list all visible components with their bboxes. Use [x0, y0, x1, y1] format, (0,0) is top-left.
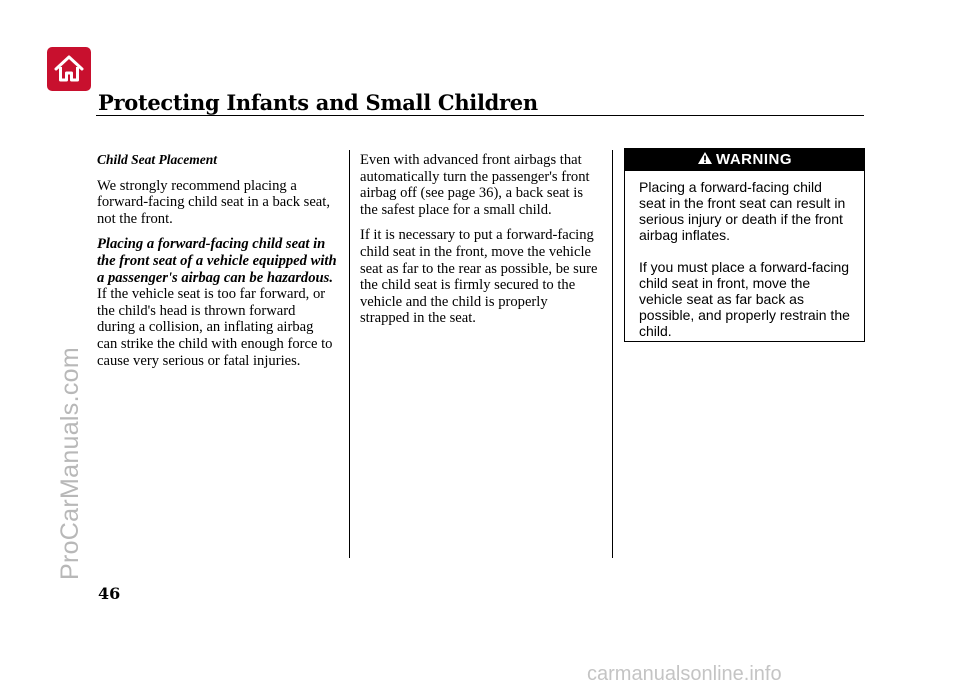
- warning-body: [625, 171, 864, 339]
- warning-triangle-icon: [697, 151, 713, 165]
- home-button[interactable]: [47, 47, 91, 91]
- warning-text-2: If you must place a forward-facing child seat in front, move the vehicle seat as far back as possible, and properly restrain the child.: [639, 259, 850, 339]
- paragraph-advanced-airbags: Even with advanced front airbags that automatically turn the passenger's front airbag off (see page 36), a back seat is the safest place for a small child.: [360, 152, 590, 218]
- text-column-left: [97, 152, 337, 378]
- hazard-emphasis: Placing a forward-facing child seat in the front seat of a vehicle equipped with a passenger's airbag can be hazardous.: [97, 236, 337, 286]
- header-rule: [96, 115, 864, 116]
- subheading-child-seat-placement: Child Seat Placement: [97, 152, 217, 167]
- paragraph-recommendation: We strongly recommend placing a forward-facing child seat in a back seat, not the front.: [97, 177, 330, 227]
- paragraph-hazard: [97, 236, 337, 369]
- bottom-watermark: carmanualsonline.info: [587, 663, 782, 685]
- warning-header: [625, 149, 864, 171]
- column-divider-2: [612, 150, 613, 558]
- page-number: 46: [98, 584, 121, 603]
- home-icon: [53, 53, 85, 85]
- hazard-explanation: If the vehicle seat is too far forward, or the child's head is thrown forward during a collision, an inflating airbag can strike the child with enough force to cause very serious or fatal injuries.: [97, 286, 333, 369]
- text-column-middle: [360, 152, 600, 336]
- column-divider-1: [349, 150, 350, 558]
- side-watermark: ProCarManuals.com: [56, 347, 84, 580]
- warning-box: [624, 148, 865, 342]
- paragraph-front-seat-instructions: If it is necessary to put a forward-facing child seat in the front, move the vehicle seat as far to the rear as possible, be sure the child seat is firmly secured to the vehicle and the child is properly strapped in the seat.: [360, 227, 598, 327]
- warning-label: WARNING: [716, 151, 792, 168]
- section-title: Protecting Infants and Small Children: [98, 90, 538, 115]
- warning-text-1: Placing a forward-facing child seat in the front seat can result in serious injury or death if the front airbag inflates.: [639, 179, 846, 243]
